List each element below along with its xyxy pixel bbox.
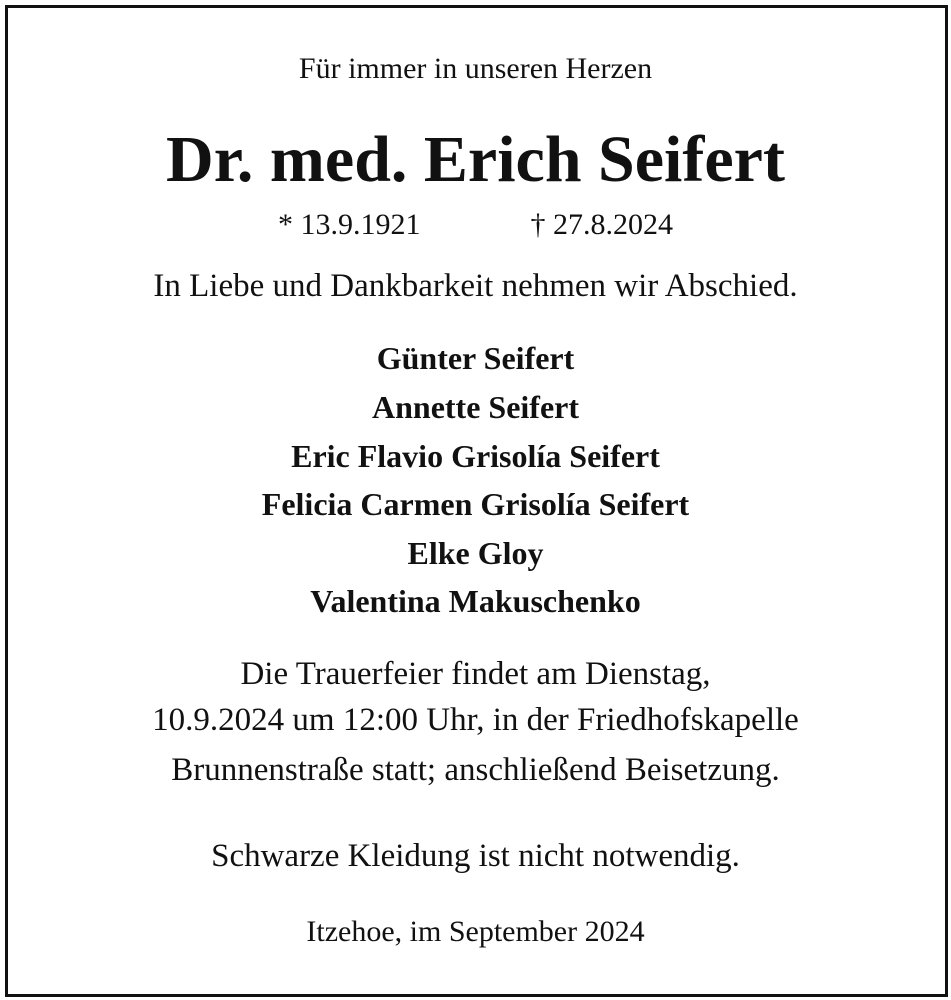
place-and-date: Itzehoe, im September 2024 [306,915,645,948]
mourner-name: Günter Seifert [376,340,575,376]
life-dates [0,208,951,242]
mourner-name: Elke Gloy [407,535,544,571]
birth-date: * 13.9.1921 [278,208,421,241]
mourner-name: Annette Seifert [371,389,580,425]
mourner-name: Valentina Makuschenko [310,583,641,619]
deceased-name: Dr. med. Erich Seifert [166,123,785,196]
mourner-name: Eric Flavio Grisolía Seifert [291,438,660,474]
service-info-line: Brunnenstraße statt; anschließend Beisetzung. [171,752,780,788]
service-info-line: 10.9.2024 um 12:00 Uhr, in der Friedhofskapelle [152,702,799,738]
motto: Für immer in unseren Herzen [298,52,653,85]
farewell-text: In Liebe und Dankbarkeit nehmen wir Abschied. [153,268,798,304]
death-date: † 27.8.2024 [530,208,673,241]
dress-note: Schwarze Kleidung ist nicht notwendig. [211,838,740,874]
mourner-name: Felicia Carmen Grisolía Seifert [261,486,690,522]
service-info-line: Die Trauerfeier findet am Dienstag, [240,656,711,692]
